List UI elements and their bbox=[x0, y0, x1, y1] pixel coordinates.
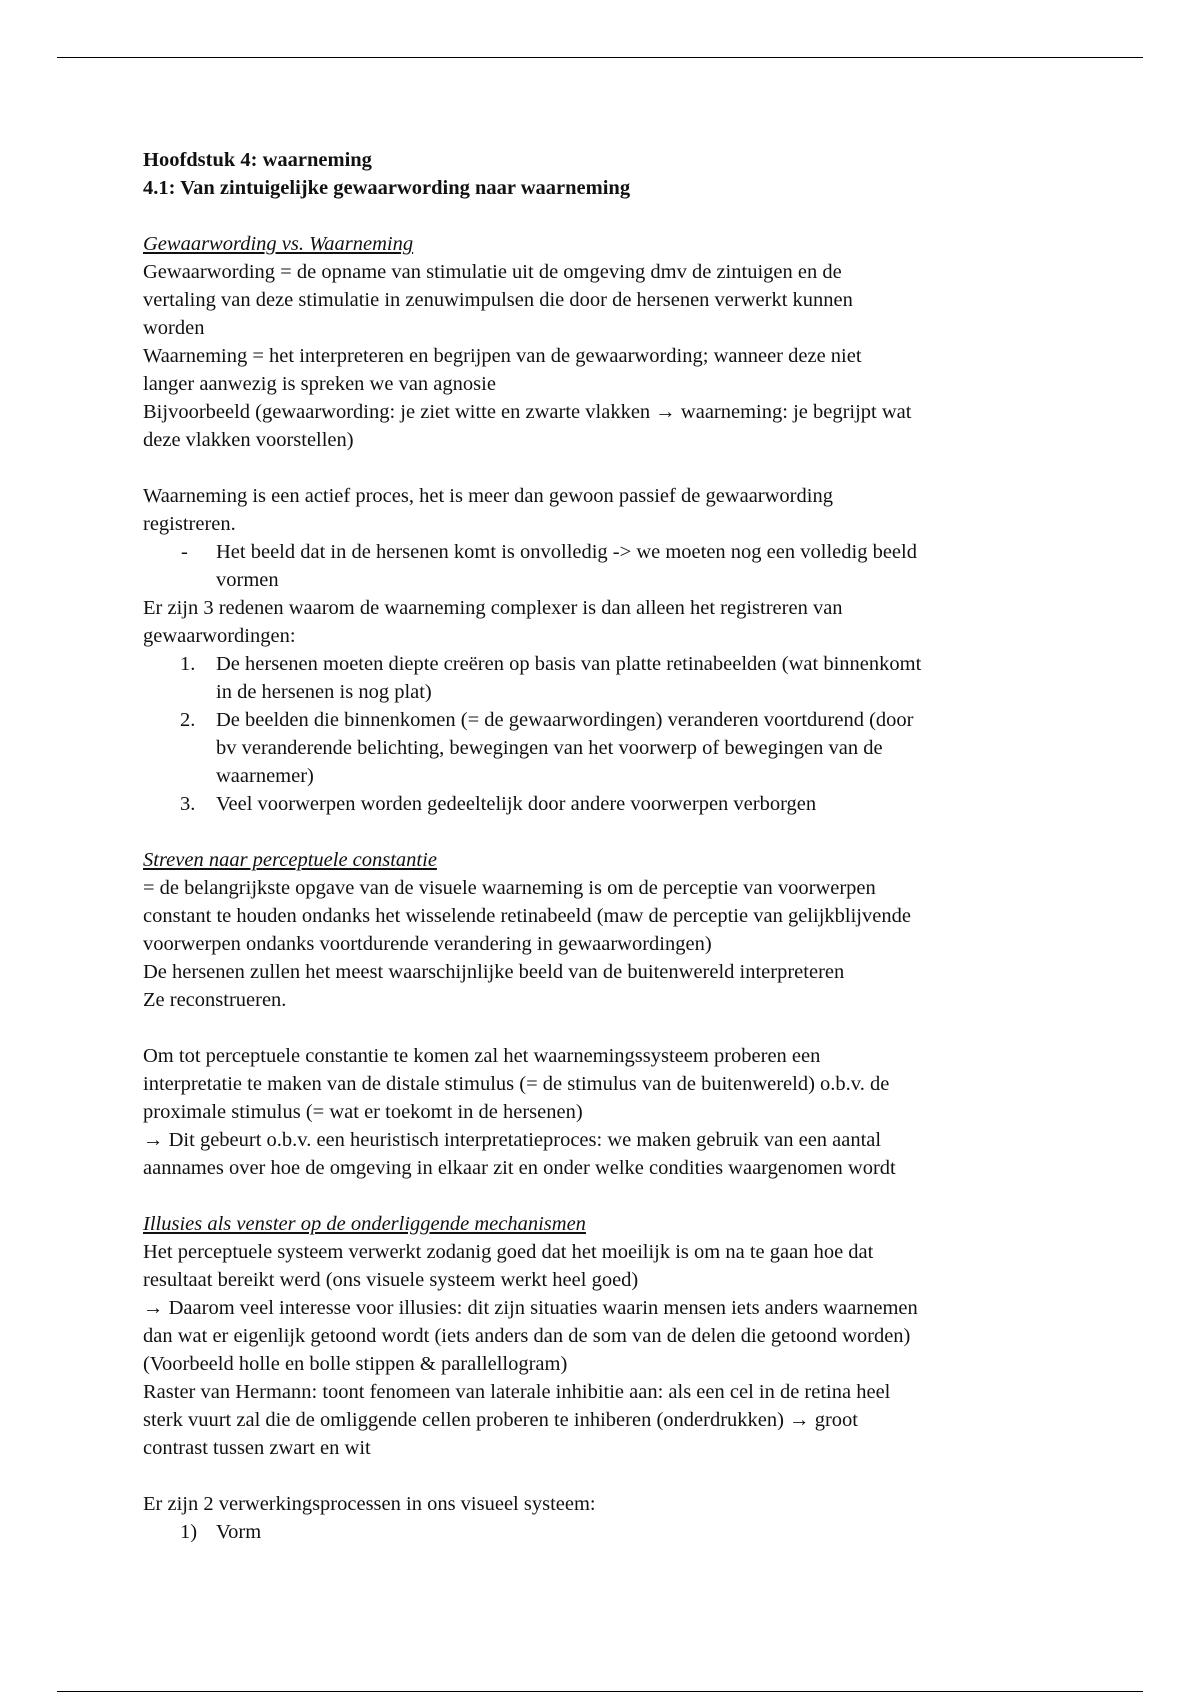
text-line: vormen bbox=[216, 569, 279, 591]
text-line: waarnemer) bbox=[216, 765, 314, 787]
text-line: De beelden die binnenkomen (= de gewaarwordingen) veranderen voortdurend (door bbox=[216, 709, 914, 731]
text-line: interpretatie te maken van de distale stimulus (= de stimulus van de buitenwereld) o.b.v. de bbox=[143, 1073, 890, 1095]
text-line: deze vlakken voorstellen) bbox=[143, 429, 354, 451]
heading-gewaarwording: Gewaarwording vs. Waarneming bbox=[143, 233, 414, 255]
text-line: Raster van Hermann: toont fenomeen van laterale inhibitie aan: als een cel in de retina heel bbox=[143, 1381, 891, 1403]
numbered-list-item bbox=[143, 650, 1063, 706]
text-line: gewaarwordingen: bbox=[143, 625, 296, 647]
text-line: registreren. bbox=[143, 513, 236, 535]
text-line: = de belangrijkste opgave van de visuele waarneming is om de perceptie van voorwerpen bbox=[143, 877, 876, 899]
text-line: De hersenen moeten diepte creëren op basis van platte retinabeelden (wat binnenkomt bbox=[216, 653, 922, 675]
list-number: 1. bbox=[180, 653, 196, 675]
text-line: worden bbox=[143, 317, 205, 339]
text-line: Waarneming is een actief proces, het is meer dan gewoon passief de gewaarwording bbox=[143, 485, 833, 507]
text-line: dan wat er eigenlijk getoond wordt (iets anders dan de som van de delen die getoond worden) bbox=[143, 1325, 911, 1347]
text-line: resultaat bereikt werd (ons visuele systeem werkt heel goed) bbox=[143, 1269, 639, 1291]
text-line: Het perceptuele systeem verwerkt zodanig goed dat het moeilijk is om na te gaan hoe dat bbox=[143, 1241, 874, 1263]
text-line: aannames over hoe de omgeving in elkaar zit en onder welke condities waargenomen wordt bbox=[143, 1157, 896, 1179]
heading-illusies: Illusies als venster op de onderliggende mechanismen bbox=[143, 1213, 586, 1235]
list-number: 1) bbox=[180, 1521, 198, 1543]
text-line: → Dit gebeurt o.b.v. een heuristisch interpretatieproces: we maken gebruik van een aantal bbox=[143, 1129, 882, 1151]
text-line: langer aanwezig is spreken we van agnosie bbox=[143, 373, 496, 395]
section-title: 4.1: Van zintuigelijke gewaarwording naar waarneming bbox=[143, 177, 631, 199]
text-line: in de hersenen is nog plat) bbox=[216, 681, 432, 703]
document-body bbox=[143, 146, 1063, 1546]
text-line: proximale stimulus (= wat er toekomt in de hersenen) bbox=[143, 1101, 583, 1123]
bottom-rule bbox=[57, 1691, 1143, 1692]
text-line: Er zijn 3 redenen waarom de waarneming complexer is dan alleen het registreren van bbox=[143, 597, 843, 619]
numbered-list-item bbox=[143, 706, 1063, 790]
dash-list-item bbox=[143, 538, 1063, 594]
text-line: Veel voorwerpen worden gedeeltelijk door andere voorwerpen verborgen bbox=[216, 793, 817, 815]
text-line: Vorm bbox=[216, 1521, 262, 1543]
numbered-list-item bbox=[143, 1518, 1063, 1546]
text-line: (Voorbeeld holle en bolle stippen & parallellogram) bbox=[143, 1353, 568, 1375]
text-line: Gewaarwording = de opname van stimulatie uit de omgeving dmv de zintuigen en de bbox=[143, 261, 842, 283]
text-line: sterk vuurt zal die de omliggende cellen proberen te inhiberen (onderdrukken) → groot bbox=[143, 1409, 858, 1431]
text-line: vertaling van deze stimulatie in zenuwimpulsen die door de hersenen verwerkt kunnen bbox=[143, 289, 853, 311]
heading-perceptuele-constantie: Streven naar perceptuele constantie bbox=[143, 849, 437, 871]
chapter-title: Hoofdstuk 4: waarneming bbox=[143, 149, 372, 171]
text-line: Het beeld dat in de hersenen komt is onvolledig -> we moeten nog een volledig beeld bbox=[216, 541, 917, 563]
text-line: contrast tussen zwart en wit bbox=[143, 1437, 371, 1459]
top-rule bbox=[57, 57, 1143, 58]
text-line: Om tot perceptuele constantie te komen zal het waarnemingssysteem proberen een bbox=[143, 1045, 821, 1067]
numbered-list-item bbox=[143, 790, 1063, 818]
text-line: Bijvoorbeeld (gewaarwording: je ziet witte en zwarte vlakken → waarneming: je begrijpt wat bbox=[143, 401, 912, 423]
text-line: Waarneming = het interpreteren en begrijpen van de gewaarwording; wanneer deze niet bbox=[143, 345, 862, 367]
text-line: constant te houden ondanks het wisselende retinabeeld (maw de perceptie van gelijkblijvende bbox=[143, 905, 911, 927]
text-line: voorwerpen ondanks voortdurende verandering in gewaarwordingen) bbox=[143, 933, 712, 955]
list-number: 2. bbox=[180, 709, 196, 731]
text-line: De hersenen zullen het meest waarschijnlijke beeld van de buitenwereld interpreteren bbox=[143, 961, 845, 983]
list-number: 3. bbox=[180, 793, 196, 815]
dash-marker: - bbox=[181, 541, 188, 563]
text-line: → Daarom veel interesse voor illusies: dit zijn situaties waarin mensen iets anders waarnemen bbox=[143, 1297, 918, 1319]
text-line: Er zijn 2 verwerkingsprocessen in ons visueel systeem: bbox=[143, 1493, 596, 1515]
text-line: bv veranderende belichting, bewegingen van het voorwerp of bewegingen van de bbox=[216, 737, 883, 759]
text-line: Ze reconstrueren. bbox=[143, 989, 287, 1011]
